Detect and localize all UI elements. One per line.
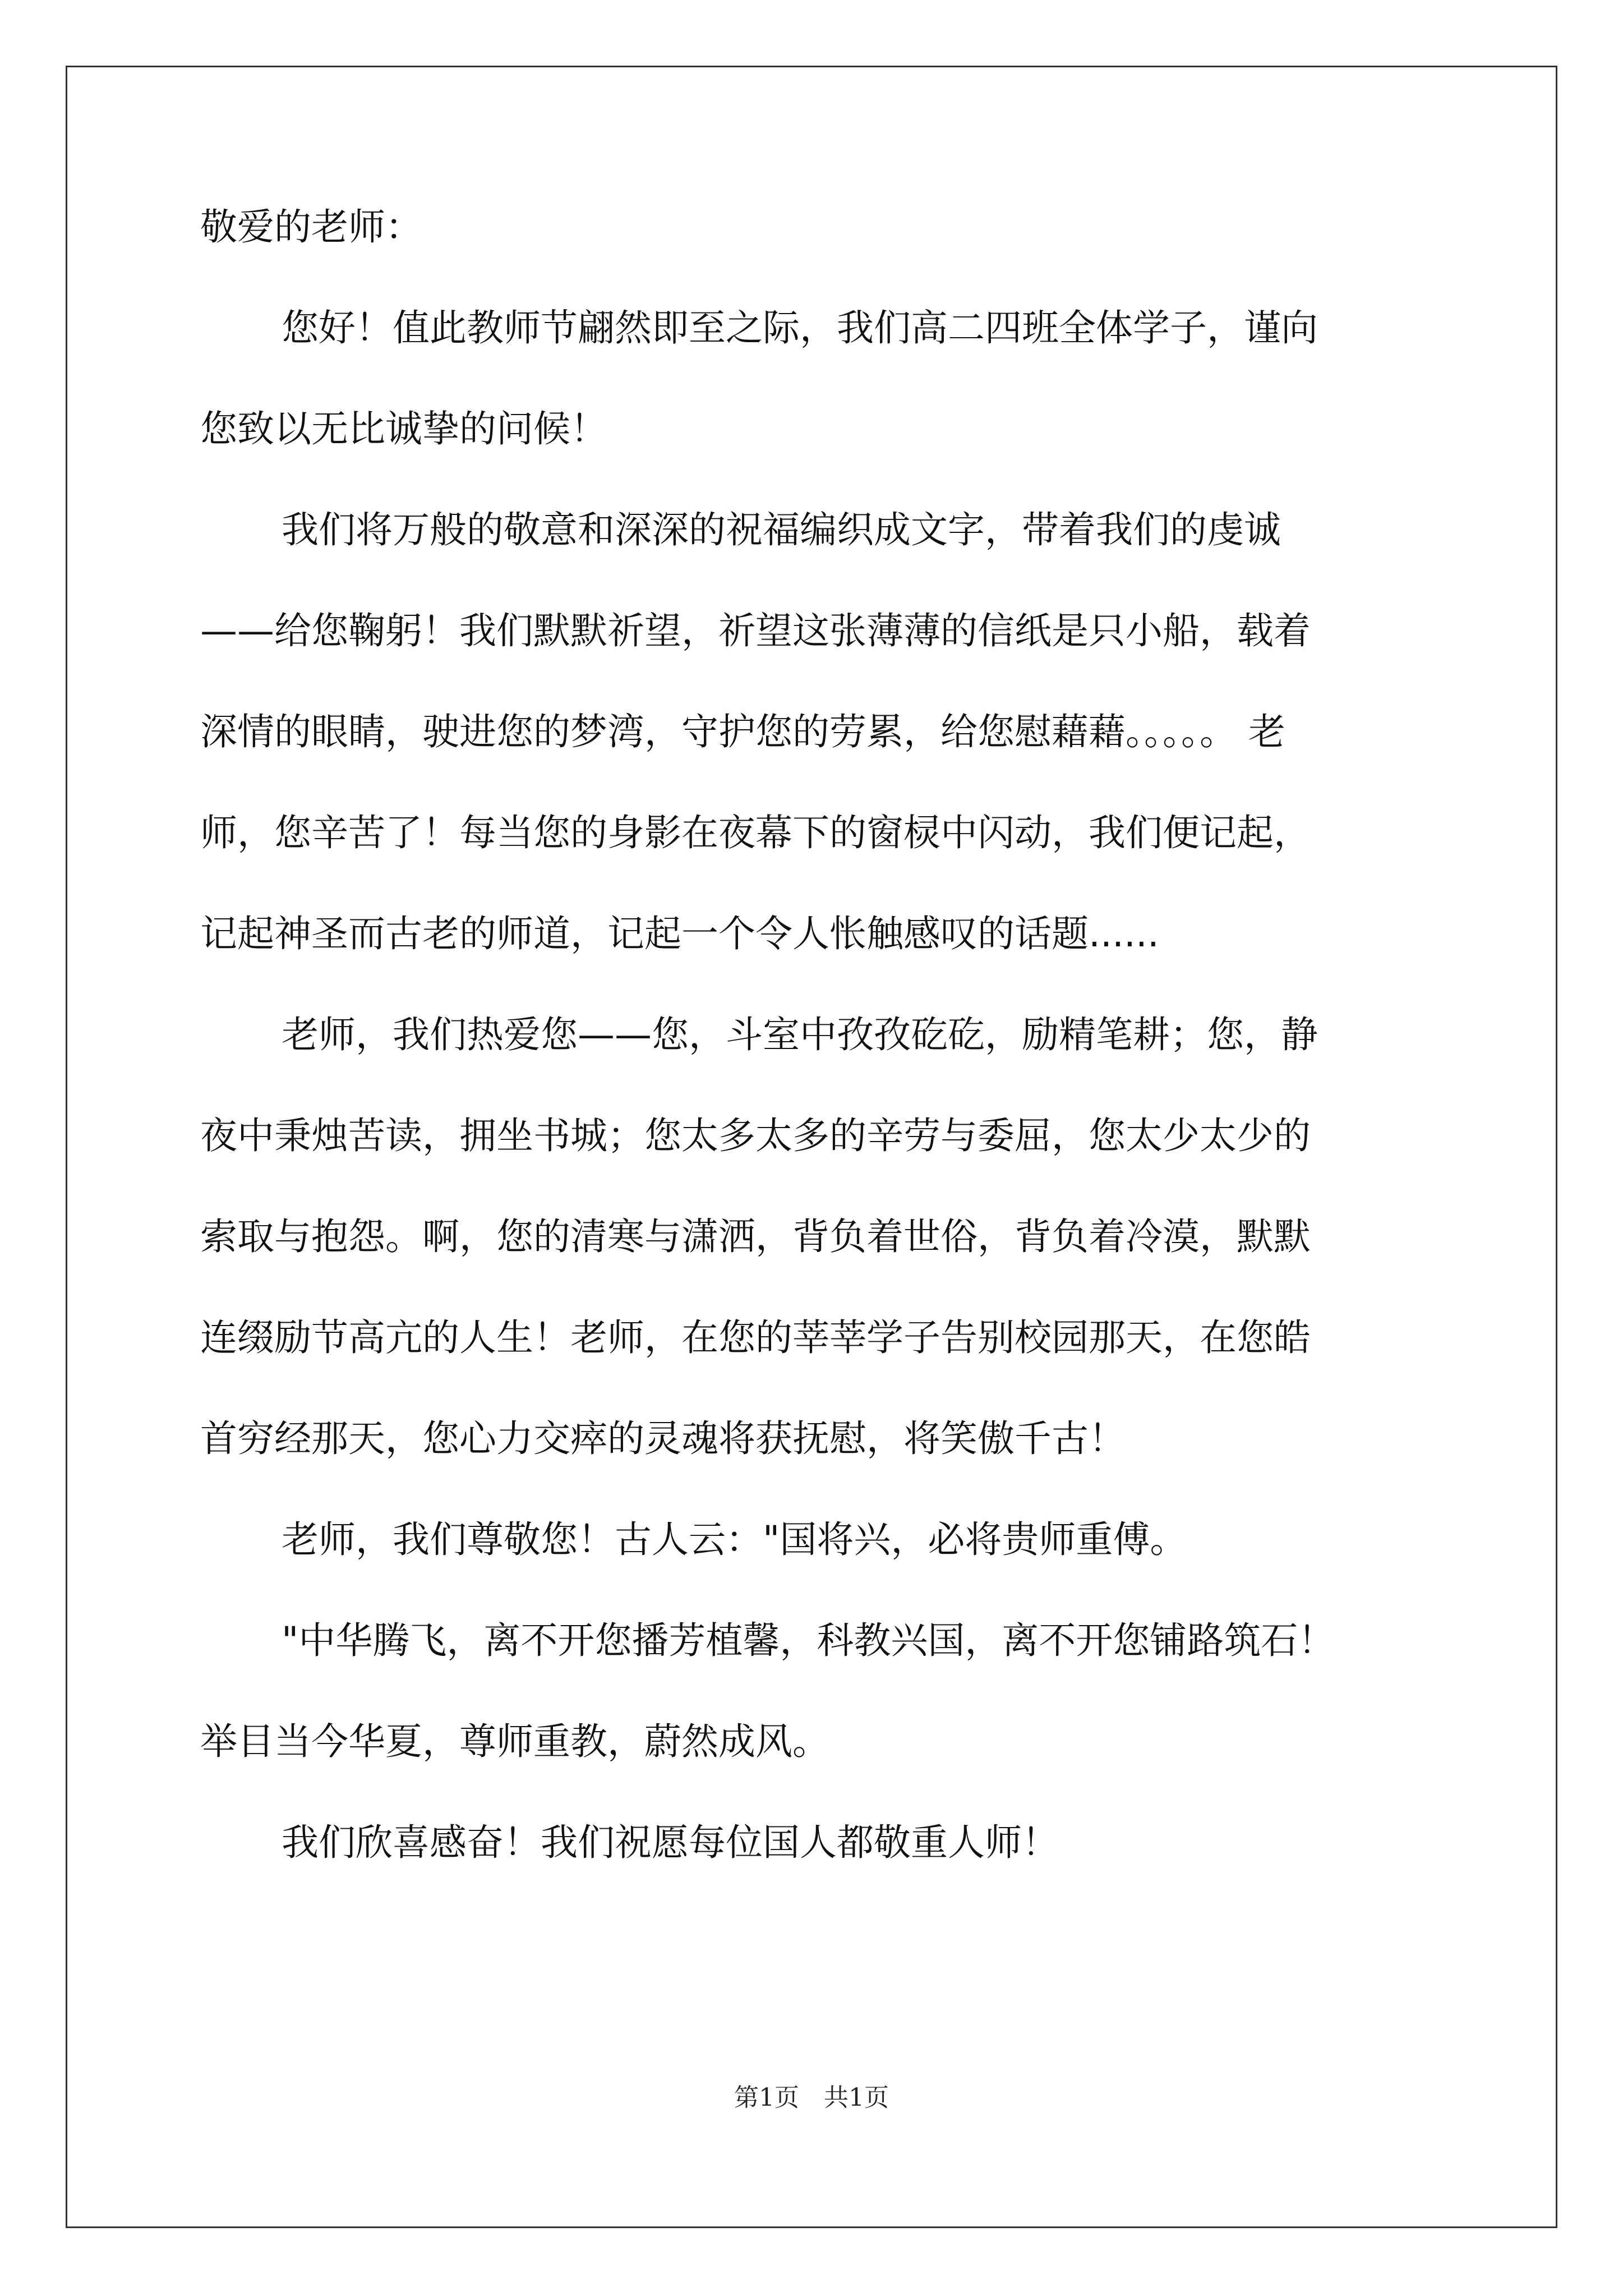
text-line: 记起神圣而古老的师道，记起一个令人怅触感叹的话题...... <box>200 912 1159 955</box>
text-line: 老师，我们热爱您——您，斗室中孜孜矻矻，励精笔耕；您，静 <box>282 1013 1318 1056</box>
text-line: 师，您辛苦了！每当您的身影在夜幕下的窗棂中闪动，我们便记起， <box>200 811 1311 854</box>
text-line: ——给您鞠躬！我们默默祈望，祈望这张薄薄的信纸是只小船，载着 <box>200 609 1311 652</box>
text-line: 我们欣喜感奋！我们祝愿每位国人都敬重人师！ <box>282 1821 1059 1864</box>
text-line: 连缀励节高亢的人生！老师，在您的莘莘学子告别校园那天，在您皓 <box>200 1316 1311 1359</box>
text-line: 您好！值此教师节翩然即至之际，我们高二四班全体学子，谨向 <box>282 306 1318 349</box>
text-line: 首穷经那天，您心力交瘁的灵魂将获抚慰，将笑傲千古！ <box>200 1417 1126 1460</box>
text-line: 举目当今华夏，尊师重教，蔚然成风。 <box>200 1720 829 1763</box>
text-line: 索取与抱怨。啊，您的清寒与潇洒，背负着世俗，背负着冷漠，默默 <box>200 1215 1311 1258</box>
salutation: 敬爱的老师： <box>200 205 422 249</box>
text-line: "中华腾飞，离不开您播芳植馨，科教兴国，离不开您铺路筑石！ <box>282 1619 1335 1662</box>
text-line: 深情的眼睛，驶进您的梦湾，守护您的劳累，给您慰藉藉。。。。。 老 <box>200 710 1285 753</box>
page-number: 第1页 共1页 <box>734 2083 889 2112</box>
text-line: 夜中秉烛苦读，拥坐书城；您太多太多的辛劳与委屈，您太少太少的 <box>200 1114 1311 1157</box>
text-line: 您致以无比诚挚的问候！ <box>200 407 607 450</box>
text-line: 老师，我们尊敬您！古人云："国将兴，必将贵师重傅。 <box>282 1518 1187 1561</box>
text-line: 我们将万般的敬意和深深的祝福编织成文字，带着我们的虔诚 <box>282 508 1281 551</box>
